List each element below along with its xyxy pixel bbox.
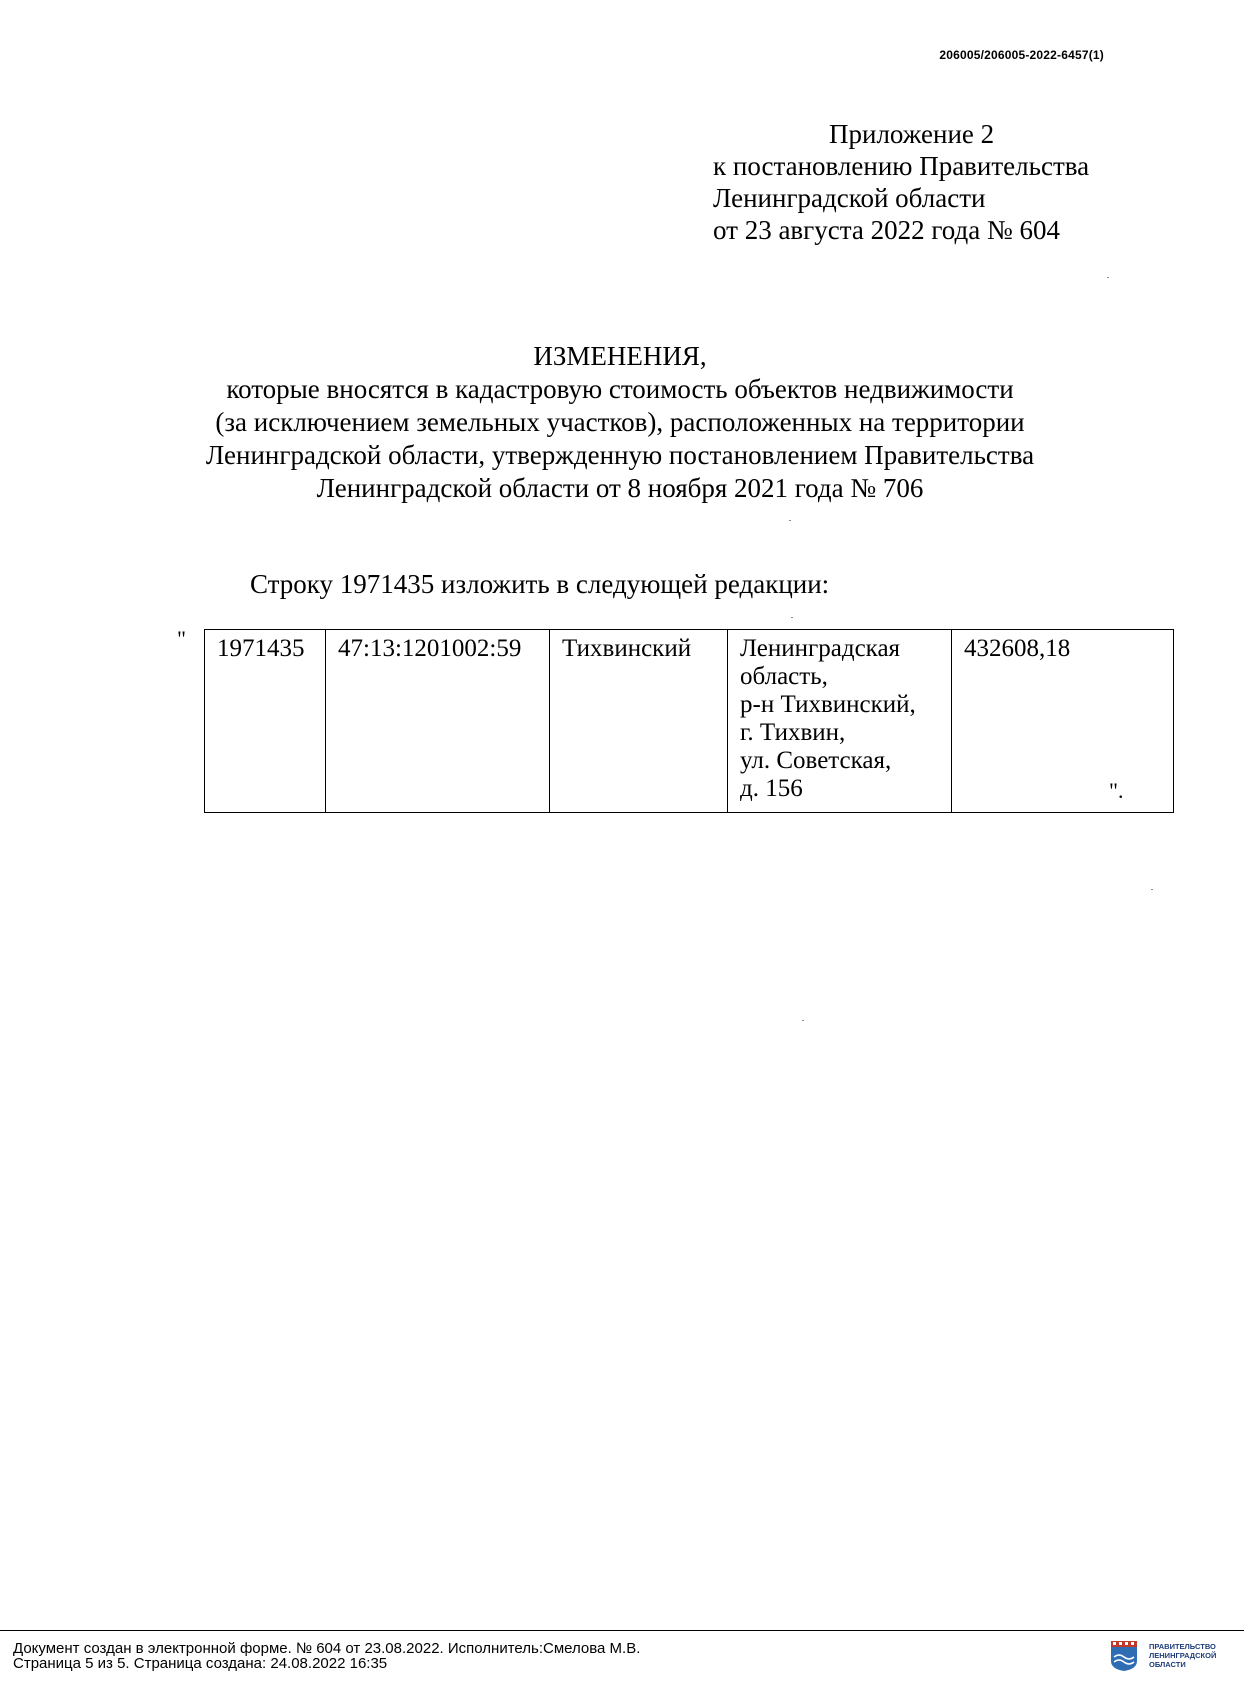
address-line: область,	[740, 663, 828, 690]
address-line: д. 156	[740, 775, 803, 802]
address-line: ул. Советская,	[740, 747, 892, 774]
leningrad-oblast-emblem-icon	[1111, 1641, 1137, 1671]
logo-caption-line: ОБЛАСТИ	[1149, 1660, 1186, 1669]
appendix-line-resolution: к постановлению Правительства	[713, 151, 1090, 181]
footer-line-page: Страница 5 из 5. Страница создана: 24.08.2022 16:35	[13, 1655, 388, 1672]
cadastral-number-cell: 47:13:1201002:59	[326, 630, 550, 813]
heading-line: (за исключением земельных участков), расположенных на территории	[215, 407, 1025, 437]
scan-speck	[791, 617, 793, 618]
document-id: 206005/206005-2022-6457(1)	[939, 48, 1104, 62]
logo-caption-line: ЛЕНИНГРАДСКОЙ	[1149, 1651, 1217, 1660]
page-footer	[0, 1630, 1244, 1690]
heading-title: ИЗМЕНЕНИЯ,	[533, 341, 707, 371]
scan-speck	[1107, 277, 1109, 278]
appendix-line-region: Ленинградской области	[713, 183, 986, 213]
heading-line: Ленинградской области от 8 ноября 2021 года № 706	[316, 473, 924, 503]
address-line: Ленинградская	[740, 635, 901, 662]
district-cell: Тихвинский	[550, 630, 728, 813]
heading-line: Ленинградской области, утвержденную постановлением Правительства	[205, 440, 1035, 470]
opening-quote: "	[177, 626, 186, 651]
scan-speck	[1151, 889, 1153, 890]
instruction-text: Строку 1971435 изложить в следующей редакции:	[250, 569, 830, 599]
address-line: р-н Тихвинский,	[740, 691, 916, 718]
appendix-title: Приложение 2	[829, 119, 995, 149]
heading-line: которые вносятся в кадастровую стоимость объектов недвижимости	[226, 374, 1014, 404]
closing-quote: ".	[1109, 778, 1124, 803]
footer-line-document: Документ создан в электронной форме. № 604 от 23.08.2022. Исполнитель:Смелова М.В.	[13, 1640, 641, 1657]
cadastral-value-cell: 432608,18	[952, 630, 1174, 813]
scan-speck	[789, 520, 791, 521]
scan-speck	[802, 1020, 804, 1021]
appendix-block	[713, 118, 1089, 246]
logo-caption	[1149, 1642, 1216, 1669]
row-number-cell: 1971435	[205, 630, 326, 813]
appendix-line-date: от 23 августа 2022 года № 604	[713, 215, 1060, 245]
document-heading	[150, 340, 1090, 505]
address-cell	[728, 630, 952, 813]
record-table	[204, 629, 1174, 813]
footer-text	[13, 1641, 640, 1671]
address-line: г. Тихвин,	[740, 719, 846, 746]
logo-caption-line: ПРАВИТЕЛЬСТВО	[1149, 1642, 1216, 1651]
table-row	[205, 630, 1174, 813]
